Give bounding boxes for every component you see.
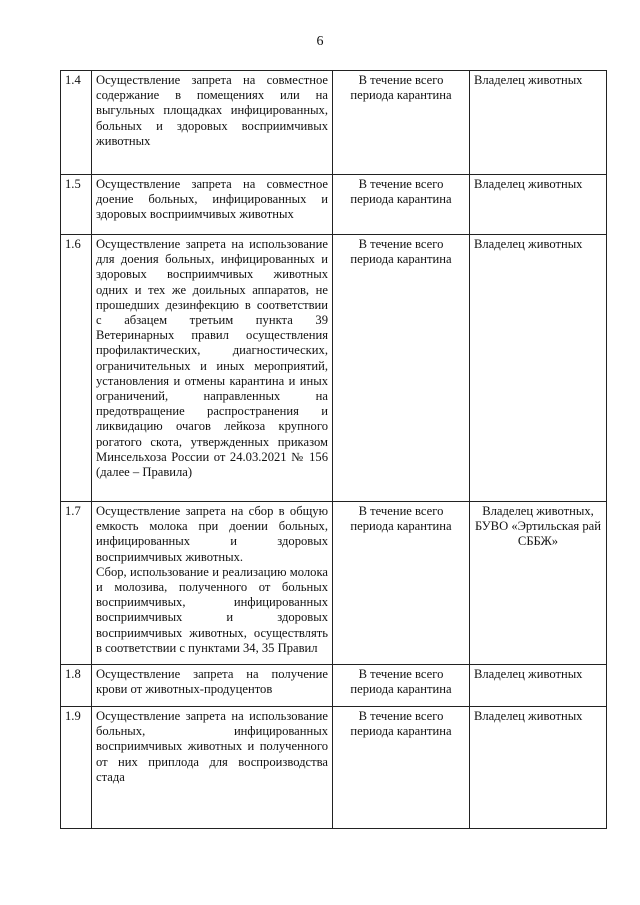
measure-description: Осуществление запрета на сбор в общую емкость молока при доении больных, инфицированных и здоровых восприимчивых животных. Сбор, использование и реализацию молока и молозива, полученного от больных восприимчивых, инфицированных восприимчивых и здоровых восприимчивых животных, осуществлять в соответствии с пунктами 34, 35 Правил [92,502,333,665]
measure-term: В течение всего периода карантина [333,71,470,175]
measure-responsible: Владелец животных [470,71,607,175]
measure-responsible: Владелец животных [470,235,607,502]
row-number: 1.4 [61,71,92,175]
measure-responsible: Владелец животных [470,175,607,235]
row-number: 1.7 [61,502,92,665]
table-row [61,235,607,502]
row-number: 1.9 [61,707,92,829]
row-number: 1.8 [61,665,92,707]
row-number: 1.6 [61,235,92,502]
measure-responsible: Владелец животных [470,665,607,707]
table-row [61,71,607,175]
table-row [61,707,607,829]
measure-description: Осуществление запрета на получение крови от животных-продуцентов [92,665,333,707]
measure-description: Осуществление запрета на совместное доение больных, инфицированных и здоровых восприимчивых животных [92,175,333,235]
measure-term: В течение всего периода карантина [333,707,470,829]
measure-term: В течение всего периода карантина [333,502,470,665]
measure-responsible: Владелец животных, БУВО «Эртильская рай СББЖ» [470,502,607,665]
measure-responsible: Владелец животных [470,707,607,829]
measure-description: Осуществление запрета на использование больных, инфицированных восприимчивых животных и полученного от них приплода для воспроизводства стада [92,707,333,829]
measure-description: Осуществление запрета на использование для доения больных, инфицированных и здоровых восприимчивых животных одних и тех же доильных аппаратов, не прошедших дезинфекцию в соответствии с абзацем третьим пункта 39 Ветеринарных правил осуществления профилактических, диагностических, ограничительных и иных мероприятий, установления и отмены карантина и иных ограничений, направленных на предотвращение распространения и ликвидацию очагов лейкоза крупного рогатого скота, утвержденных приказом Минсельхоза России от 24.03.2021 № 156 (далее – Правила) [92,235,333,502]
measure-term: В течение всего периода карантина [333,175,470,235]
measure-description: Осуществление запрета на совместное содержание в помещениях или на выгульных площадках инфицированных, больных и здоровых восприимчивых животных [92,71,333,175]
measures-table [60,70,607,829]
table-row [61,502,607,665]
page-number: 6 [316,34,324,49]
measure-term: В течение всего периода карантина [333,235,470,502]
table-row [61,665,607,707]
row-number: 1.5 [61,175,92,235]
measure-term: В течение всего периода карантина [333,665,470,707]
table-row [61,175,607,235]
